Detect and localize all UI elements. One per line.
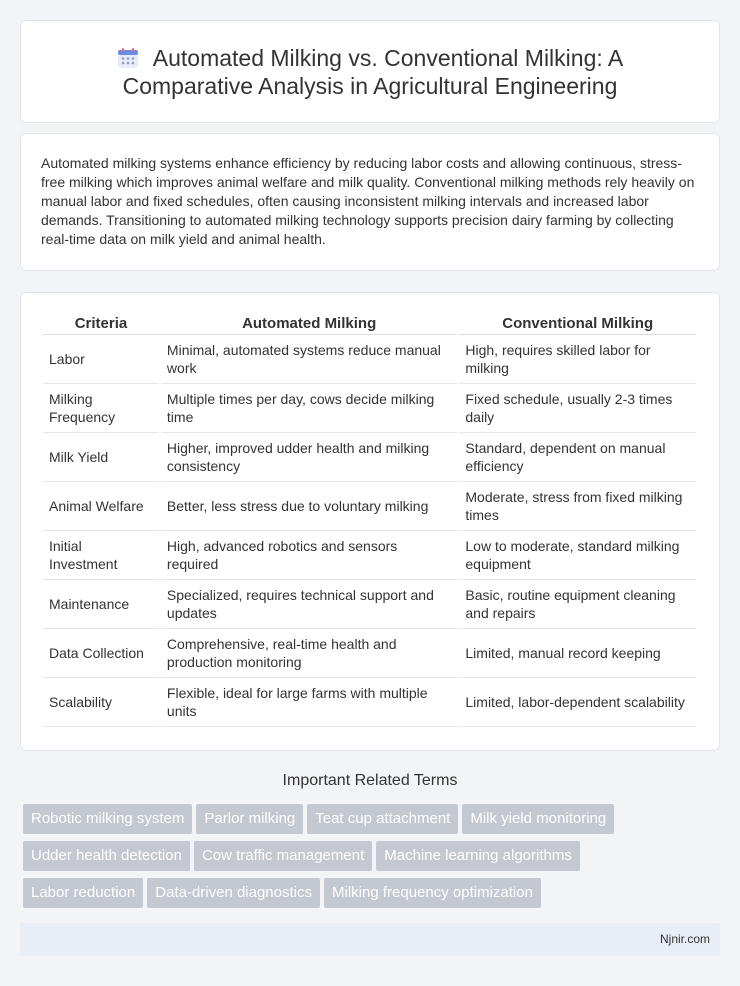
footer-site-link[interactable]: Njnir.com xyxy=(659,932,710,946)
tag-labor-reduction[interactable]: Labor reduction xyxy=(23,878,143,908)
header-automated: Automated Milking xyxy=(161,315,457,335)
table-row xyxy=(43,531,696,580)
page-title-text: Automated Milking vs. Conventional Milking: A Comparative Analysis in Agricultural Engineering xyxy=(122,44,624,99)
cell-conventional: High, requires skilled labor for milking xyxy=(459,335,696,384)
tag-data-driven-diagnostics[interactable]: Data-driven diagnostics xyxy=(147,878,320,908)
cell-criteria: Labor xyxy=(43,335,159,384)
header-criteria: Criteria xyxy=(43,315,159,335)
cell-criteria: Scalability xyxy=(43,678,159,727)
title-card xyxy=(20,20,720,123)
page-title xyxy=(117,45,623,99)
table-row xyxy=(43,482,696,531)
tag-milk-yield-monitoring[interactable]: Milk yield monitoring xyxy=(462,804,614,834)
tag-milking-frequency-optimization[interactable]: Milking frequency optimization xyxy=(324,878,541,908)
cell-conventional: Standard, dependent on manual efficiency xyxy=(459,433,696,482)
cell-automated: High, advanced robotics and sensors required xyxy=(161,531,457,580)
cell-conventional: Moderate, stress from fixed milking times xyxy=(459,482,696,531)
table-row xyxy=(43,678,696,727)
cell-automated: Higher, improved udder health and milking consistency xyxy=(161,433,457,482)
table-row xyxy=(43,384,696,433)
related-terms-title: Important Related Terms xyxy=(282,772,458,789)
tag-cow-traffic-management[interactable]: Cow traffic management xyxy=(194,841,372,871)
table-row xyxy=(43,335,696,384)
intro-paragraph: Automated milking systems enhance efficiency by reducing labor costs and allowing continuous, stress-free milking which improves animal welfare and milk quality. Conventional milking methods rely heavily on manual labor and fixed schedules, often causing inconsistent milking intervals and increased labor demands. Transitioning to automated milking technology supports precision dairy farming by collecting real-time data on milk yield and animal health. xyxy=(41,155,695,247)
footer xyxy=(20,923,720,956)
comparison-table-card xyxy=(20,292,720,751)
table-row xyxy=(43,580,696,629)
cell-automated: Specialized, requires technical support and updates xyxy=(161,580,457,629)
cell-conventional: Fixed schedule, usually 2-3 times daily xyxy=(459,384,696,433)
cell-automated: Flexible, ideal for large farms with multiple units xyxy=(161,678,457,727)
cell-conventional: Basic, routine equipment cleaning and repairs xyxy=(459,580,696,629)
intro-card xyxy=(20,133,720,271)
cell-criteria: Initial Investment xyxy=(43,531,159,580)
tag-teat-cup-attachment[interactable]: Teat cup attachment xyxy=(307,804,458,834)
cell-automated: Minimal, automated systems reduce manual work xyxy=(161,335,457,384)
cell-criteria: Milking Frequency xyxy=(43,384,159,433)
cell-conventional: Limited, labor-dependent scalability xyxy=(459,678,696,727)
page-title-container xyxy=(50,44,690,100)
comparison-table xyxy=(41,315,698,727)
cell-criteria: Animal Welfare xyxy=(43,482,159,531)
header-conventional: Conventional Milking xyxy=(459,315,696,335)
table-row xyxy=(43,629,696,678)
cell-automated: Better, less stress due to voluntary milking xyxy=(161,482,457,531)
cell-conventional: Limited, manual record keeping xyxy=(459,629,696,678)
cell-automated: Multiple times per day, cows decide milking time xyxy=(161,384,457,433)
tag-robotic-milking-system[interactable]: Robotic milking system xyxy=(23,804,192,834)
cell-criteria: Milk Yield xyxy=(43,433,159,482)
related-terms-tags xyxy=(23,804,723,915)
cell-automated: Comprehensive, real-time health and production monitoring xyxy=(161,629,457,678)
cell-criteria: Data Collection xyxy=(43,629,159,678)
table-row xyxy=(43,433,696,482)
cell-conventional: Low to moderate, standard milking equipment xyxy=(459,531,696,580)
tag-machine-learning-algorithms[interactable]: Machine learning algorithms xyxy=(376,841,580,871)
table-header-row xyxy=(43,315,696,335)
calendar-icon xyxy=(117,47,139,69)
cell-criteria: Maintenance xyxy=(43,580,159,629)
tag-udder-health-detection[interactable]: Udder health detection xyxy=(23,841,190,871)
tag-parlor-milking[interactable]: Parlor milking xyxy=(196,804,303,834)
